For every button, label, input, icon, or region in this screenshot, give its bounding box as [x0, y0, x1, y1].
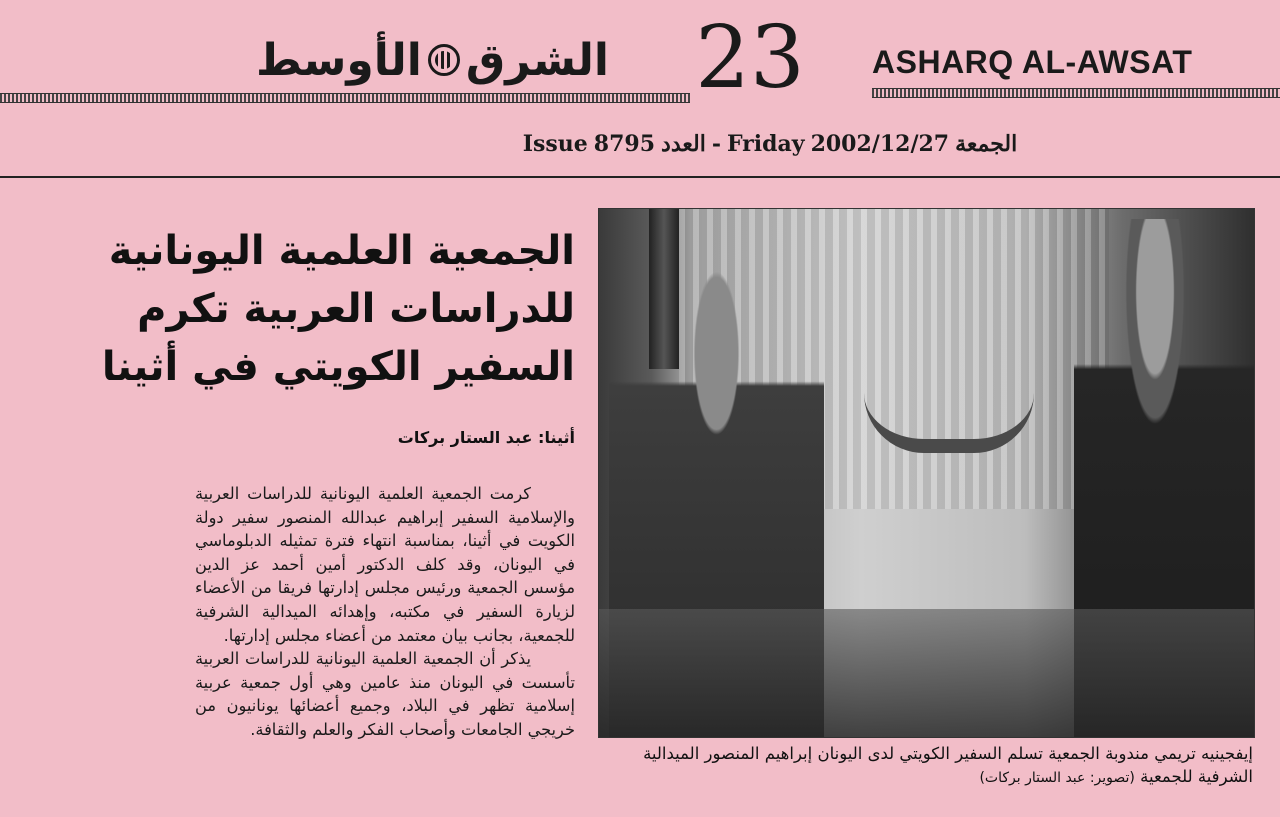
newspaper-logo-english: ASHARQ AL-AWSAT: [872, 44, 1193, 80]
logo-word-left: الأوسط: [256, 34, 422, 86]
masthead-rule-right: [872, 88, 1280, 98]
masthead-rule-left: [0, 93, 690, 103]
header-divider: [0, 176, 1280, 178]
photo-desk: [599, 609, 1254, 737]
article-photo: [598, 208, 1255, 738]
page-number: 23: [695, 8, 805, 108]
globe-icon: [428, 44, 460, 76]
photo-credit: (تصوير: عبد الستار بركات): [979, 770, 1135, 786]
photo-caption: [598, 742, 1253, 812]
masthead: [0, 0, 1280, 120]
article-byline: أثينا: عبد الستار بركات: [397, 428, 575, 447]
photo-ship-model: [864, 349, 1034, 453]
article-headline: الجمعية العلمية اليونانية للدراسات العربية تكرم السفير الكويتي في أثينا: [101, 228, 575, 390]
dateline-separator: -: [711, 131, 721, 157]
article-paragraph-2: يذكر أن الجمعية العلمية اليونانية للدراسات العربية تأسست في اليونان منذ عامين وهي أول جمعية عربية إسلامية تظهر في البلاد، وجميع أعضائها يونانيون من خريجي الجامعات وأصحاب الفكر والعلم والثقافة.: [195, 649, 575, 739]
photo-caption-text: إيفجينيه تريمي مندوبة الجمعية تسلم السفير الكويتي لدى اليونان إبراهيم المنصور الميدالية الشرفية للجمعية: [643, 744, 1253, 786]
issue-label-ar: العدد: [661, 131, 706, 157]
issue-label-en: Issue: [522, 131, 588, 157]
issue-number: 8795: [593, 131, 656, 157]
newspaper-logo-arabic: [235, 30, 630, 90]
day-ar: الجمعة: [955, 131, 1018, 157]
article-paragraph-1: كرمت الجمعية العلمية اليونانية للدراسات العربية والإسلامية السفير إبراهيم عبدالله المنصور سفير دولة الكويت في أثينا، بمناسبة انتهاء فترة تمثيله الدبلوماسي في اليونان، وقد كلف الدكتور أمين أحمد عز الدين مؤسس الجمعية ورئيس مجلس إدارتها فريقا من الأعضاء لزيارة السفير في مكتبه، وإهدائه الميدالية الشرفية للجمعية، بجانب بيان معتمد من أعضاء مجلس إدارتها.: [195, 484, 575, 645]
logo-word-right: الشرق: [465, 34, 609, 86]
day-en: Friday: [726, 131, 805, 157]
article-body: [195, 482, 575, 812]
dateline: [470, 128, 1070, 160]
date: 2002/12/27: [810, 131, 950, 157]
